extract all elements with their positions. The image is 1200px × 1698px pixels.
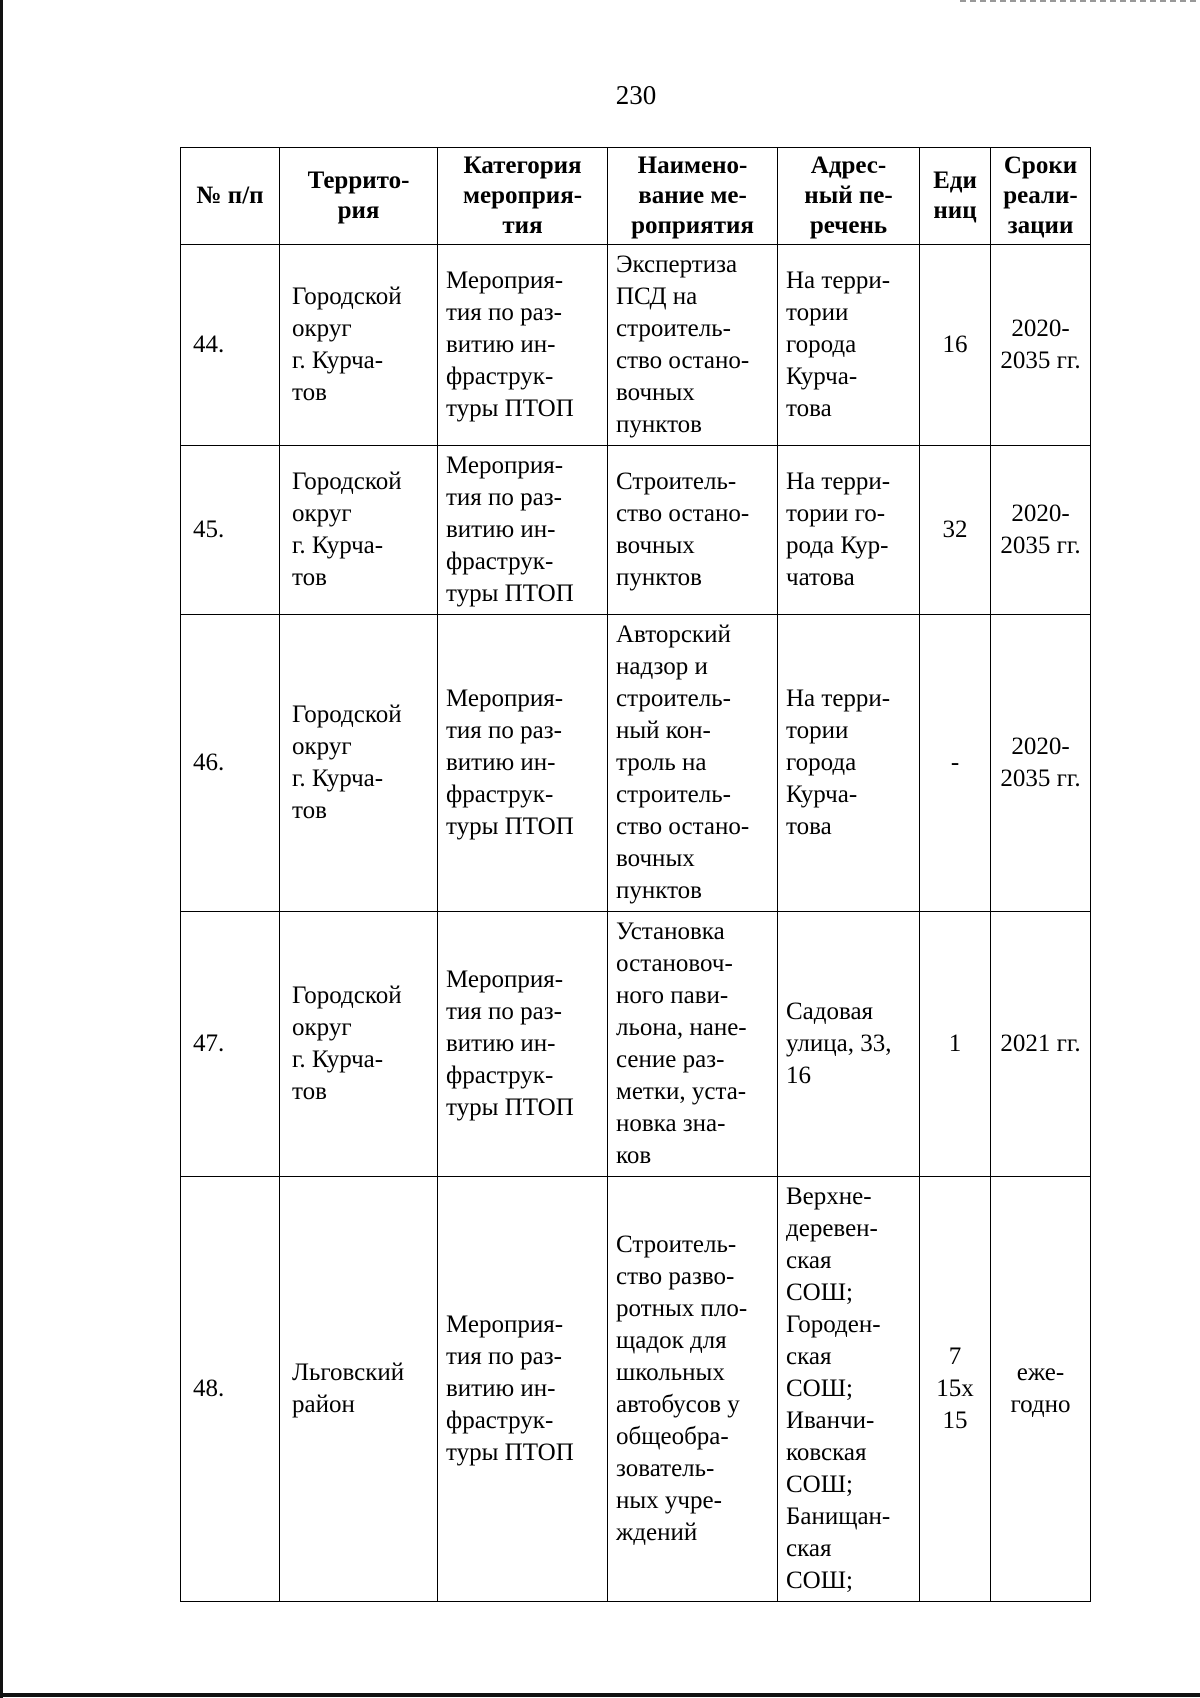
scan-edge-left [0, 0, 3, 1698]
cell-period: 2020- 2035 гг. [991, 446, 1091, 615]
page-number: 230 [615, 80, 657, 110]
table-row [181, 1177, 1091, 1602]
scan-edge-top [960, 0, 1200, 2]
cell-units: - [920, 615, 991, 912]
cell-territory: Городской округ г. Курча- тов [280, 615, 438, 912]
cell-territory: Городской округ г. Курча- тов [280, 912, 438, 1177]
header-category: Категория мероприя- тия [438, 148, 608, 245]
cell-address: На терри- тории города Курча- това [778, 615, 920, 912]
table-row [181, 615, 1091, 912]
cell-name: Экспертиза ПСД на строитель- ство остано- вочных пунктов [608, 245, 778, 446]
cell-number: 46. [181, 615, 280, 912]
scan-edge-bottom [0, 1693, 1200, 1697]
cell-period: 2020- 2035 гг. [991, 245, 1091, 446]
cell-number: 47. [181, 912, 280, 1177]
cell-units: 7 15х 15 [920, 1177, 991, 1602]
cell-name: Авторский надзор и строитель- ный кон- троль на строитель- ство остано- вочных пунктов [608, 615, 778, 912]
cell-number: 48. [181, 1177, 280, 1602]
cell-name: Строитель- ство разво- ротных пло- щадок для школьных автобусов у общеобра- зователь- ных учре- ждений [608, 1177, 778, 1602]
cell-category: Мероприя- тия по раз- витию ин- фраструк- туры ПТОП [438, 615, 608, 912]
table-header-row [181, 148, 1091, 245]
cell-number: 44. [181, 245, 280, 446]
cell-name: Установка остановоч- ного пави- льона, нане- сение раз- метки, уста- новка зна- ков [608, 912, 778, 1177]
cell-number: 45. [181, 446, 280, 615]
measures-table [180, 147, 1091, 1602]
cell-address: На терри- тории города Курча- това [778, 245, 920, 446]
cell-territory: Льговский район [280, 1177, 438, 1602]
header-address: Адрес- ный пе- речень [778, 148, 920, 245]
cell-units: 1 [920, 912, 991, 1177]
cell-period: 2020- 2035 гг. [991, 615, 1091, 912]
cell-units: 16 [920, 245, 991, 446]
cell-period: 2021 гг. [991, 912, 1091, 1177]
cell-category: Мероприя- тия по раз- витию ин- фраструк- туры ПТОП [438, 245, 608, 446]
header-number: № п/п [181, 148, 280, 245]
cell-category: Мероприя- тия по раз- витию ин- фраструк- туры ПТОП [438, 912, 608, 1177]
cell-period: еже- годно [991, 1177, 1091, 1602]
header-territory: Террито- рия [280, 148, 438, 245]
cell-address: Садовая улица, 33, 16 [778, 912, 920, 1177]
cell-address: Верхне- деревен- ская СОШ; Городен- ская СОШ; Иванчи- ковская СОШ; Банищан- ская СОШ; [778, 1177, 920, 1602]
cell-category: Мероприя- тия по раз- витию ин- фраструк- туры ПТОП [438, 446, 608, 615]
header-name: Наимено- вание ме- роприятия [608, 148, 778, 245]
cell-territory: Городской округ г. Курча- тов [280, 245, 438, 446]
table-row [181, 912, 1091, 1177]
cell-territory: Городской округ г. Курча- тов [280, 446, 438, 615]
table-row [181, 245, 1091, 446]
header-units: Еди ниц [920, 148, 991, 245]
header-period: Сроки реали- зации [991, 148, 1091, 245]
table-row [181, 446, 1091, 615]
cell-category: Мероприя- тия по раз- витию ин- фраструк- туры ПТОП [438, 1177, 608, 1602]
cell-address: На терри- тории го- рода Кур- чатова [778, 446, 920, 615]
cell-units: 32 [920, 446, 991, 615]
cell-name: Строитель- ство остано- вочных пунктов [608, 446, 778, 615]
